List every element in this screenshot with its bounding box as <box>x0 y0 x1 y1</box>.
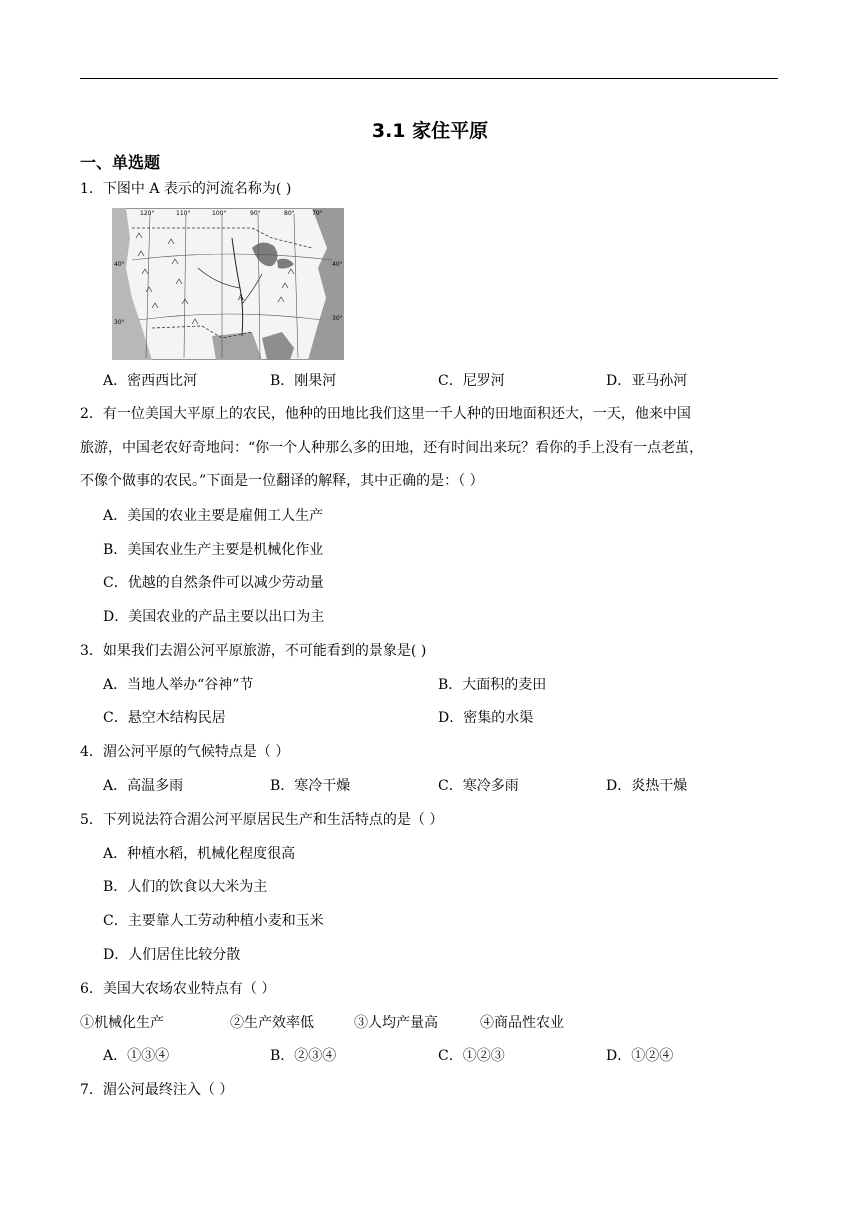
q1-option-b[interactable]: B．刚果河 <box>270 373 337 389</box>
map-tick: 120° <box>140 210 155 217</box>
q3-option-b[interactable]: B．大面积的麦田 <box>438 677 547 693</box>
question-1-stem: 1．下图中 A 表示的河流名称为( ) <box>80 181 292 197</box>
question-7-stem: 7．湄公河最终注入（ ） <box>80 1082 234 1098</box>
question-3-stem: 3．如果我们去湄公河平原旅游，不可能看到的景象是( ) <box>80 643 427 659</box>
usa-map-image <box>112 208 344 360</box>
q1-option-c[interactable]: C．尼罗河 <box>438 373 505 389</box>
map-tick: 90° <box>250 210 261 217</box>
q6-option-b[interactable]: B．②③④ <box>270 1048 337 1064</box>
page-title: 3.1 家住平原 <box>371 120 489 142</box>
q4-option-c[interactable]: C．寒冷多雨 <box>438 778 519 794</box>
q2-option-a[interactable]: A．美国的农业主要是雇佣工人生产 <box>103 508 324 524</box>
question-2-stem-line-1: 2．有一位美国大平原上的农民，他种的田地比我们这里一千人种的田地面积还大，一天，他来中国 <box>80 406 691 422</box>
question-4-stem: 4．湄公河平原的气候特点是（ ） <box>80 744 290 760</box>
q1-option-a[interactable]: A．密西西比河 <box>103 373 198 389</box>
question-2-stem-line-3: 不像个做事的农民。”下面是一位翻译的解释，其中正确的是：（ ） <box>80 473 484 489</box>
q4-option-d[interactable]: D．炎热干燥 <box>606 778 688 794</box>
section-heading: 一、单选题 <box>80 153 161 172</box>
q4-option-a[interactable]: A．高温多雨 <box>103 778 184 794</box>
map-tick: 70° <box>312 210 323 217</box>
map-tick: 110° <box>176 210 191 217</box>
q6-item-3: ③人均产量高 <box>354 1015 438 1031</box>
question-2-stem-line-2: 旅游，中国老农好奇地问：“你一个人种那么多的田地，还有时间出来玩？看你的手上没有一点老茧， <box>80 440 704 456</box>
q3-option-a[interactable]: A．当地人举办“谷神”节 <box>103 677 254 693</box>
q1-option-d[interactable]: D．亚马孙河 <box>606 373 688 389</box>
map-tick: 30° <box>332 315 343 322</box>
map-tick: 40° <box>332 261 343 268</box>
question-5-stem: 5．下列说法符合湄公河平原居民生产和生活特点的是（ ） <box>80 812 444 828</box>
q2-option-b[interactable]: B．美国农业生产主要是机械化作业 <box>103 542 324 558</box>
q5-option-d[interactable]: D．人们居住比较分散 <box>103 947 241 963</box>
map-tick: 100° <box>212 210 227 217</box>
q5-option-c[interactable]: C．主要靠人工劳动种植小麦和玉米 <box>103 913 324 929</box>
map-tick: 80° <box>284 210 295 217</box>
map-tick: 30° <box>114 319 125 326</box>
q6-item-1: ①机械化生产 <box>80 1015 164 1031</box>
q5-option-b[interactable]: B．人们的饮食以大米为主 <box>103 879 268 895</box>
q5-option-a[interactable]: A．种植水稻，机械化程度很高 <box>103 846 296 862</box>
q3-option-c[interactable]: C．悬空木结构民居 <box>103 710 226 726</box>
q2-option-d[interactable]: D．美国农业的产品主要以出口为主 <box>103 609 325 625</box>
q6-item-2: ②生产效率低 <box>230 1015 314 1031</box>
question-6-stem: 6．美国大农场农业特点有（ ） <box>80 981 276 997</box>
header-rule <box>80 78 778 79</box>
q4-option-b[interactable]: B．寒冷干燥 <box>270 778 351 794</box>
q6-option-d[interactable]: D．①②④ <box>606 1048 674 1064</box>
q6-option-a[interactable]: A．①③④ <box>103 1048 170 1064</box>
q2-option-c[interactable]: C．优越的自然条件可以减少劳动量 <box>103 575 324 591</box>
q6-option-c[interactable]: C．①②③ <box>438 1048 505 1064</box>
q3-option-d[interactable]: D．密集的水渠 <box>438 710 534 726</box>
map-tick: 40° <box>114 261 125 268</box>
map-point-a: A <box>238 293 244 302</box>
q6-item-4: ④商品性农业 <box>480 1015 564 1031</box>
